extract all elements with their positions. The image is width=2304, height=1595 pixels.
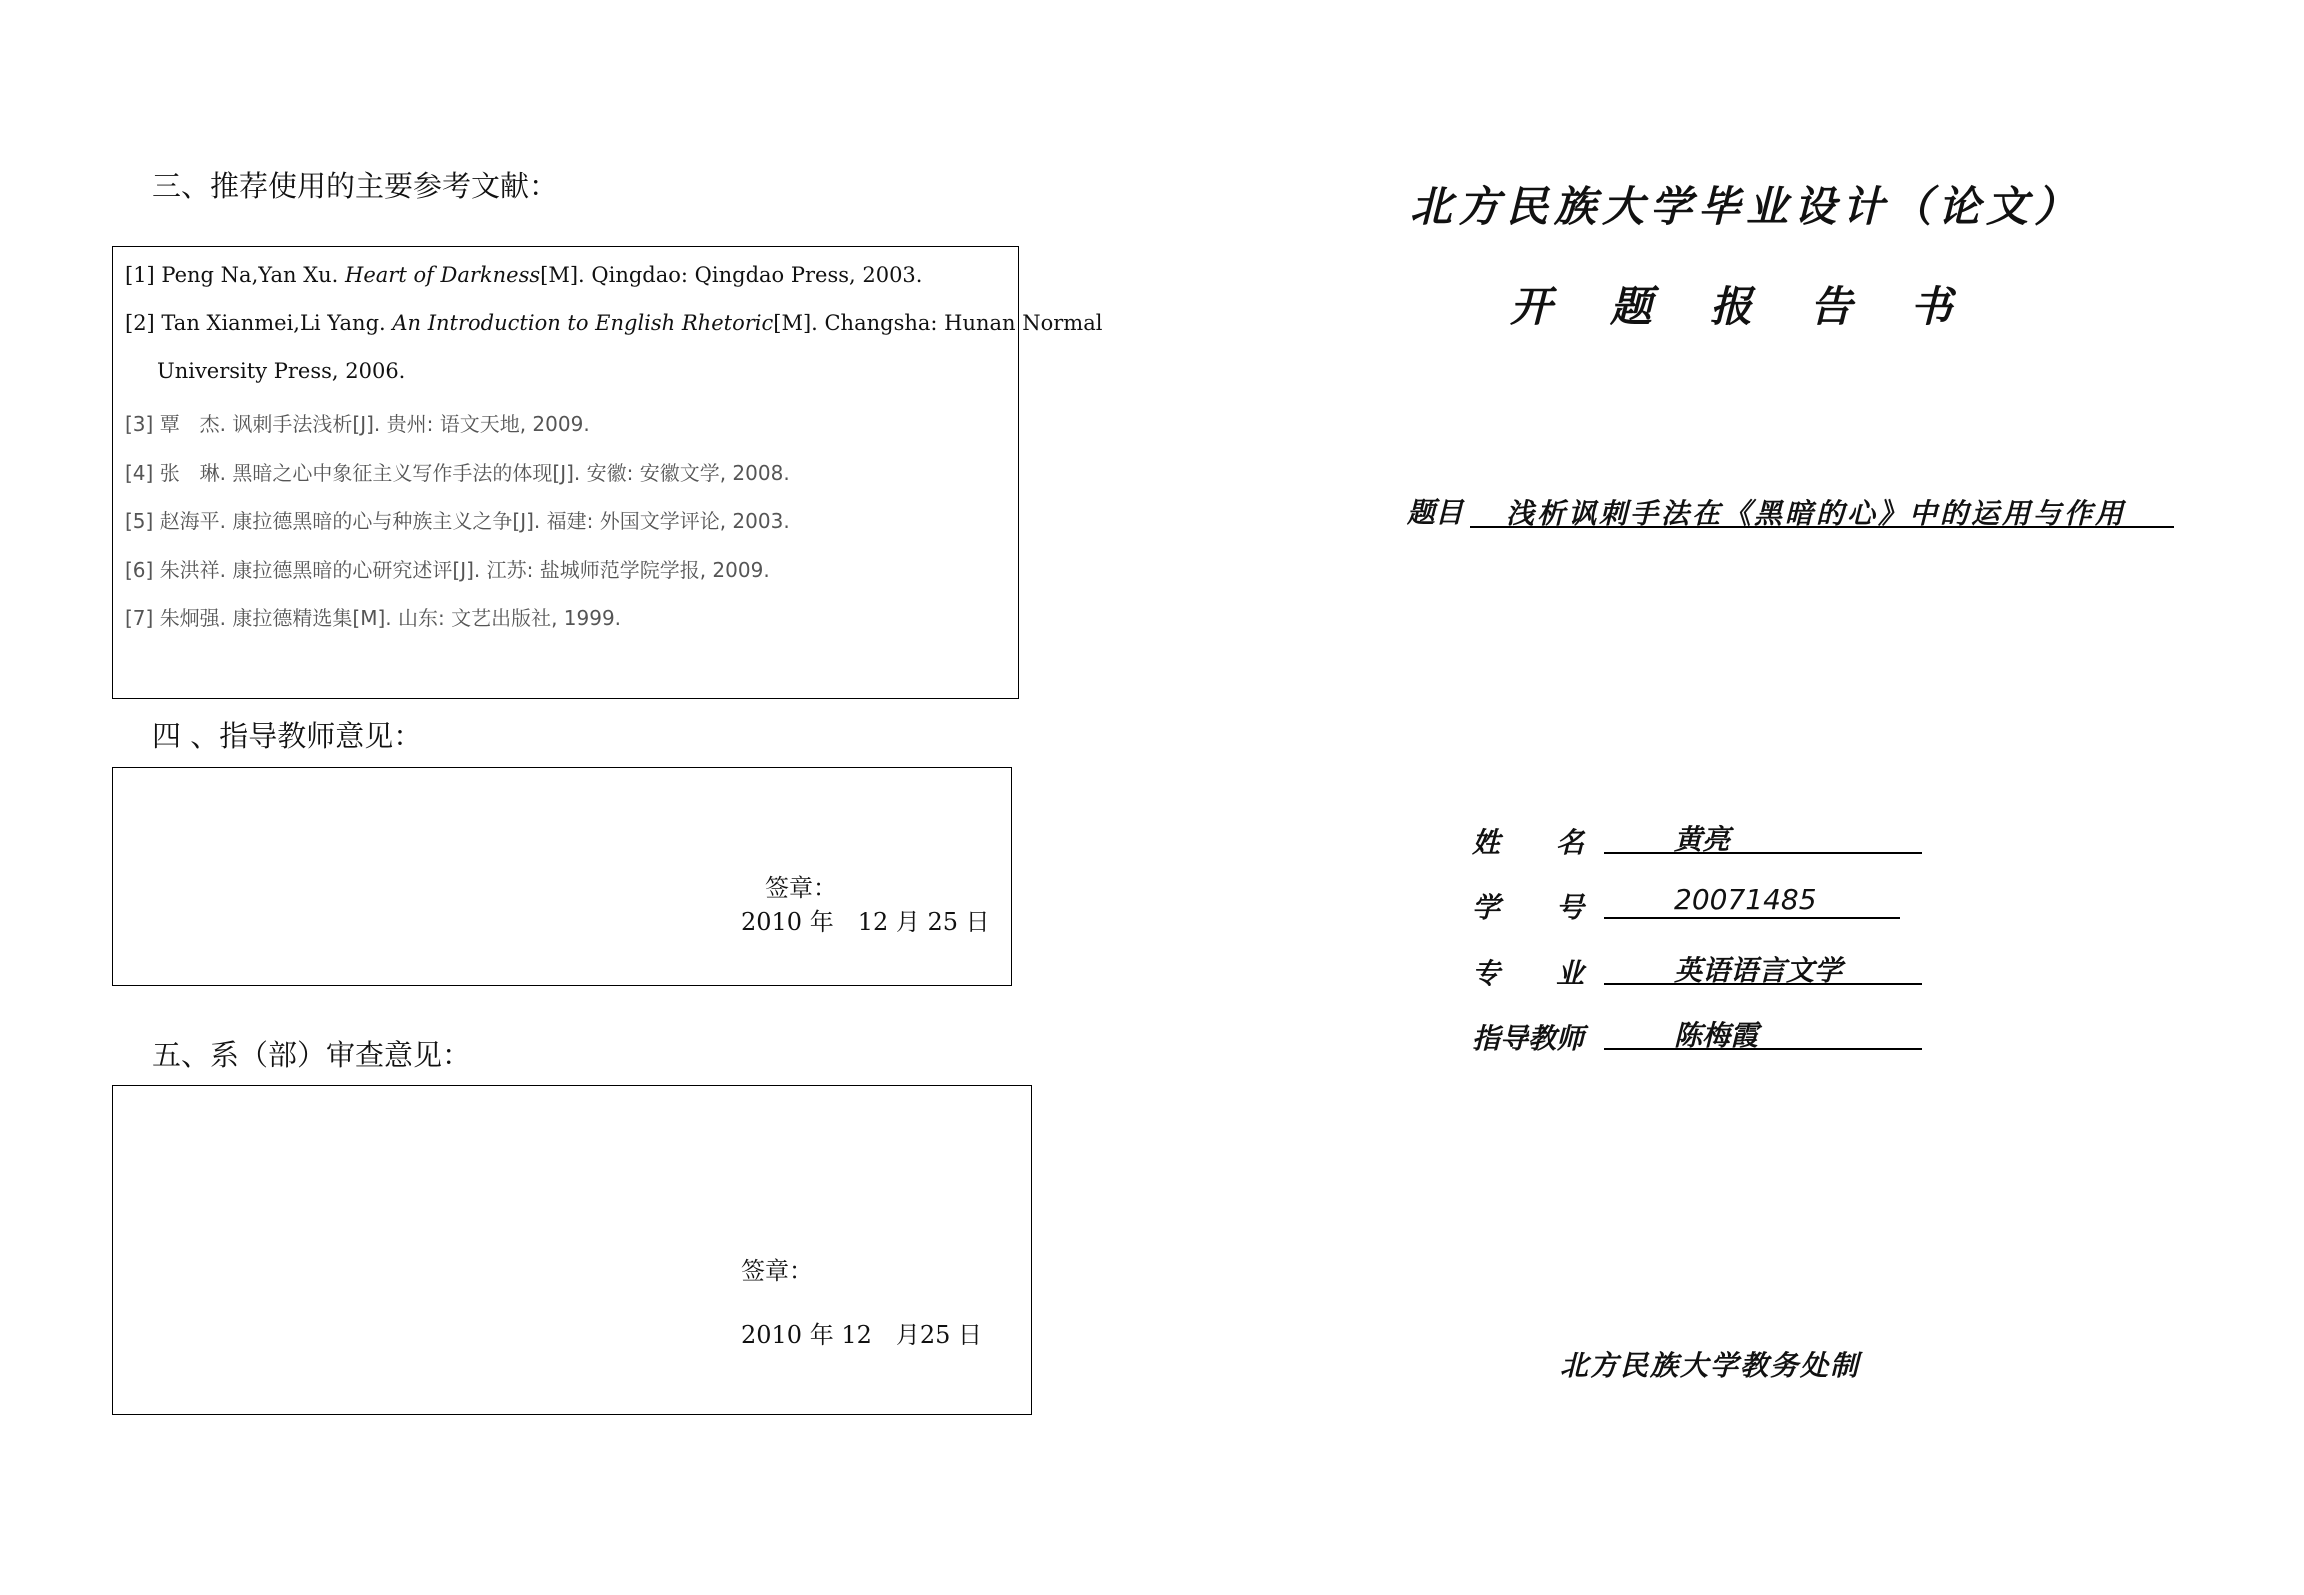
report-title: 开 题 报 告 书: [1510, 282, 1961, 331]
name-value: 黄亮: [1674, 823, 1731, 856]
reference-4: [4] 张 琳. 黑暗之心中象征主义写作手法的体现[J]. 安徽: 安徽文学, 2008.: [125, 461, 790, 485]
topic-value: 浅析讽刺手法在《黑暗的心》中的运用与作用: [1506, 497, 2127, 530]
advisor-underline: [1604, 1014, 1922, 1050]
dept-review-heading: 五、系（部）审查意见：: [152, 1038, 472, 1072]
reference-2-continued: University Press, 2006.: [157, 359, 406, 383]
reference-7: [7] 朱炯强. 康拉德精选集[M]. 山东: 文艺出版社, 1999.: [125, 606, 622, 630]
dept-date: 2010 年 12 月25 日: [741, 1321, 983, 1349]
name-underline: [1604, 818, 1922, 854]
university-title: 北方民族大学毕业设计（论文）: [1410, 182, 2083, 231]
dept-sign-label: 签章：: [741, 1257, 813, 1285]
reference-2: [2] Tan Xianmei,Li Yang. An Introduction to English Rhetoric[M]. Changsha: Hunan Normal: [125, 311, 1103, 335]
student-id-underline: [1604, 883, 1900, 919]
advisor-date: 2010 年 12 月 25 日: [741, 908, 990, 936]
student-id-value: 20071485: [1674, 883, 1817, 916]
major-label: 专 业: [1472, 957, 1585, 990]
advisor-sign-label: 签章：: [765, 874, 837, 902]
major-value: 英语语言文学: [1674, 954, 1843, 987]
name-label: 姓 名: [1472, 826, 1585, 859]
references-heading: 三、推荐使用的主要参考文献：: [152, 169, 559, 203]
topic-label: 题目: [1407, 496, 1464, 529]
reference-5: [5] 赵海平. 康拉德黑暗的心与种族主义之争[J]. 福建: 外国文学评论, 2003.: [125, 509, 790, 533]
reference-1: [1] Peng Na,Yan Xu. Heart of Darkness[M]. Qingdao: Qingdao Press, 2003.: [125, 263, 923, 287]
topic-underline: [1470, 492, 2174, 528]
dept-review-box: [112, 1085, 1032, 1415]
references-box: [112, 246, 1103, 699]
issuer: 北方民族大学教务处制: [1560, 1349, 1861, 1382]
reference-3: [3] 覃 杰. 讽刺手法浅析[J]. 贵州: 语文天地, 2009.: [125, 412, 590, 436]
advisor-opinion-heading: 四 、指导教师意见：: [152, 719, 423, 753]
advisor-value: 陈梅霞: [1674, 1019, 1759, 1052]
major-underline: [1604, 949, 1922, 985]
advisor-opinion-box: [112, 767, 1012, 986]
advisor-label: 指导教师: [1472, 1022, 1585, 1055]
reference-6: [6] 朱洪祥. 康拉德黑暗的心研究述评[J]. 江苏: 盐城师范学院学报, 2009.: [125, 558, 770, 582]
student-id-label: 学 号: [1472, 891, 1585, 924]
